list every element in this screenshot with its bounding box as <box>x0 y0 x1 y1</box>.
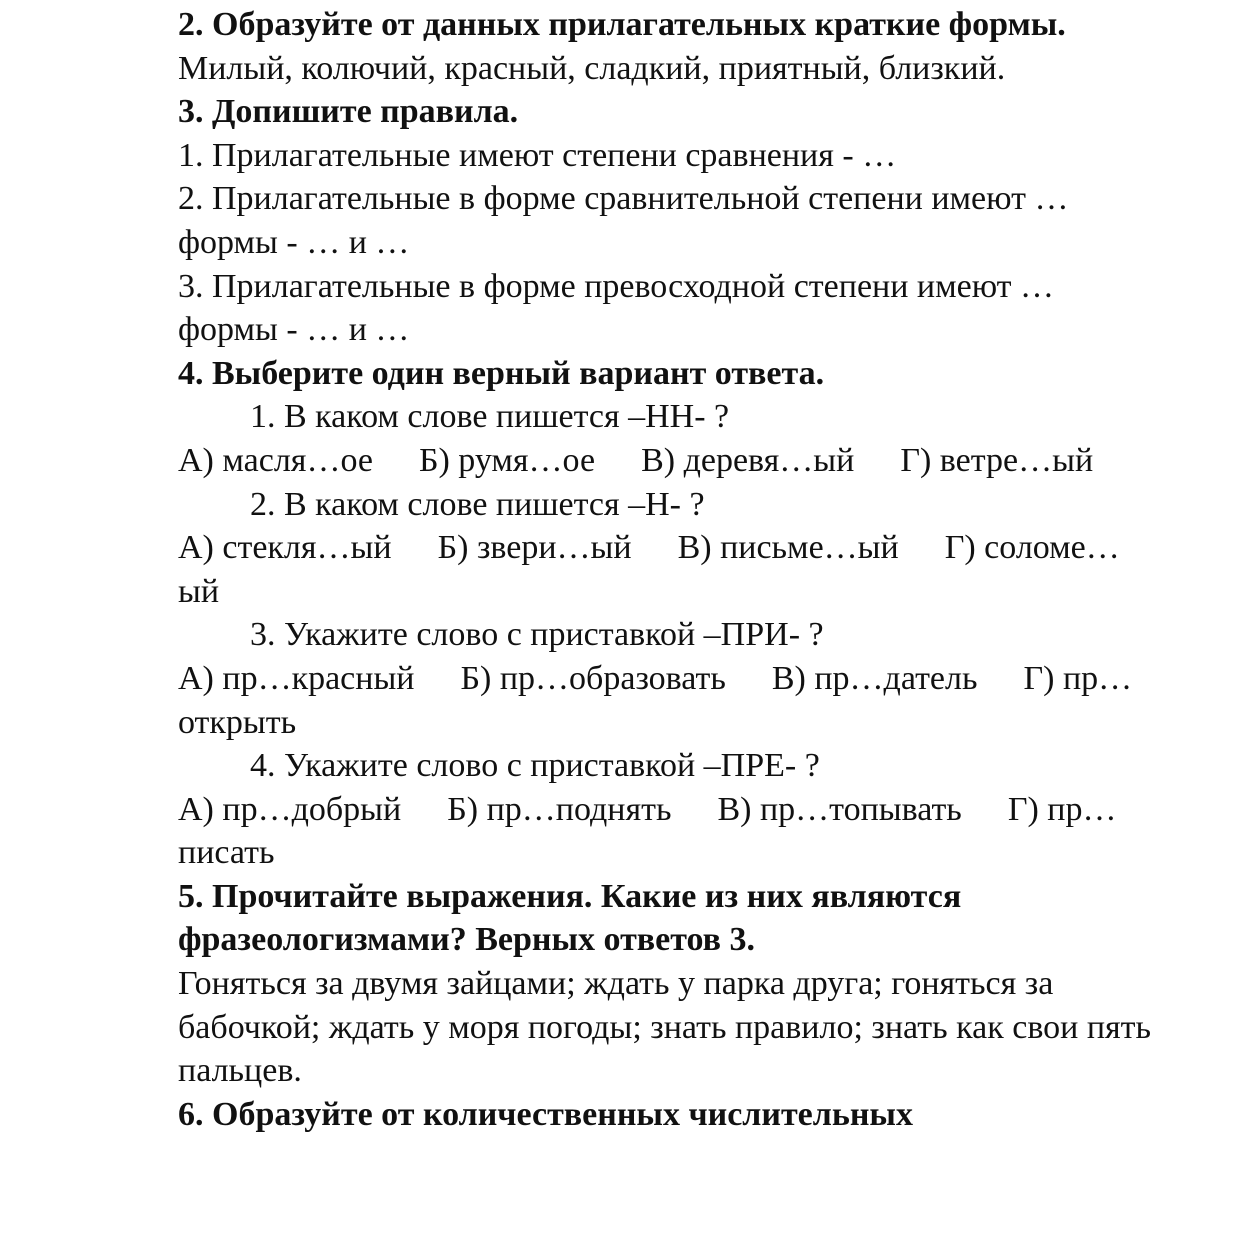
option-a: А) пр…добрый <box>178 790 402 828</box>
task2-heading: 2. Образуйте от данных прилагательных краткие формы. <box>178 6 1066 43</box>
task4-question-1: 1. В каком слове пишется –НН- ? <box>250 398 730 436</box>
option-v: В) деревя…ый <box>641 441 855 479</box>
task4-options-4 <box>178 788 1153 875</box>
option-b: Б) румя…ое <box>418 441 596 479</box>
task3-heading: 3. Допишите правила. <box>178 93 519 131</box>
task5-text: Гоняться за двумя зайцами; ждать у парка друга; гоняться за бабочкой; ждать у моря погоды; знать правило; знать как свои пять пальцев. <box>178 965 1152 1090</box>
worksheet <box>178 3 1153 1136</box>
option-v: В) письме…ый <box>677 529 899 567</box>
option-g: Г) соломе…ый <box>178 529 1120 610</box>
option-g: Г) ветре…ый <box>900 441 1094 479</box>
option-b: Б) звери…ый <box>437 529 632 567</box>
option-g: Г) пр…писать <box>178 790 1117 872</box>
task4-question-3: 3. Укажите слово с приставкой –ПРИ- ? <box>250 616 824 654</box>
option-a: А) пр…красный <box>178 659 415 697</box>
option-b: Б) пр…образовать <box>460 659 726 697</box>
task4-question-4: 4. Укажите слово с приставкой –ПРЕ- ? <box>250 747 820 785</box>
option-v: В) пр…топывать <box>717 790 962 828</box>
task4-heading: 4. Выберите один верный вариант ответа. <box>178 354 825 392</box>
option-g: Г) пр…открыть <box>178 659 1133 741</box>
task6-heading: 6. Образуйте от количественных числительных <box>178 1095 913 1133</box>
task4-question-2: 2. В каком слове пишется –Н- ? <box>250 485 705 523</box>
task5-heading: 5. Прочитайте выражения. Какие из них являются фразеологизмами? Верных ответов 3. <box>178 877 962 959</box>
option-a: А) масля…ое <box>178 441 373 479</box>
task2-words: Милый, колючий, красный, сладкий, приятный, близкий. <box>178 49 1006 87</box>
task3-rule-1: 1. Прилагательные имеют степени сравнения - … <box>178 136 897 174</box>
option-v: В) пр…датель <box>771 659 978 697</box>
task4-options-1 <box>178 439 1153 483</box>
task4-options-3 <box>178 657 1153 744</box>
option-a: А) стекля…ый <box>178 529 392 567</box>
task4-options-2 <box>178 526 1153 613</box>
task3-rule-3: 3. Прилагательные в форме превосходной степени имеют … формы - … и … <box>178 267 1055 349</box>
option-b: Б) пр…поднять <box>447 790 672 828</box>
task3-rule-2: 2. Прилагательные в форме сравнительной степени имеют … формы - … и … <box>178 180 1069 261</box>
